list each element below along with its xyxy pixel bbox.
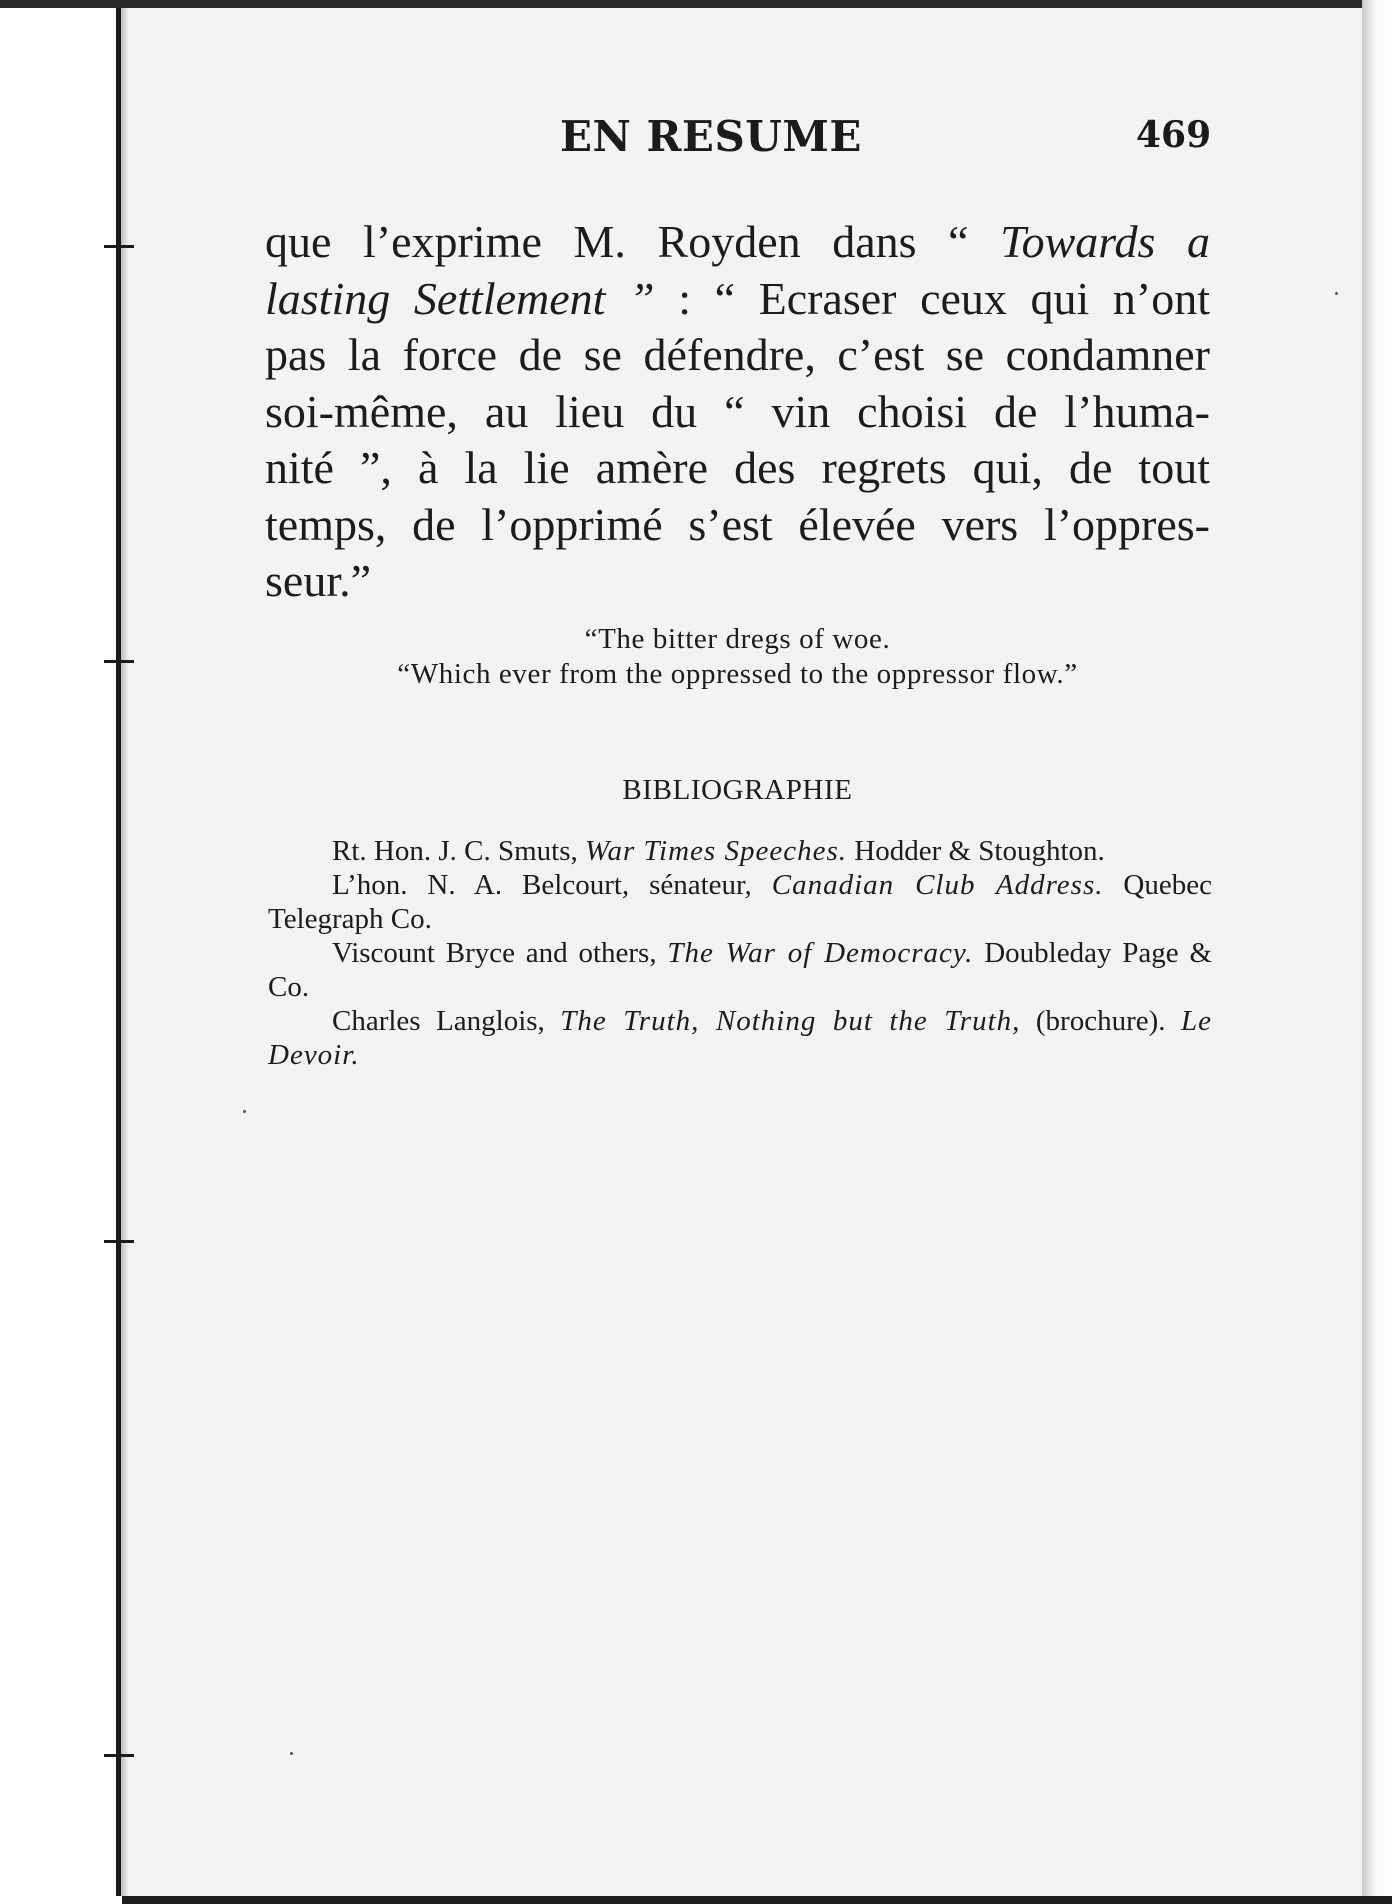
entry-author: L’hon. N. A. Belcourt, sénateur, bbox=[332, 869, 772, 901]
binding-stitch bbox=[104, 1754, 134, 1757]
entry-title: War Times Speeches. bbox=[585, 835, 847, 867]
entry-publisher: (brochure). bbox=[1020, 1005, 1181, 1037]
spine-shadow bbox=[121, 8, 129, 1896]
body-line bbox=[265, 214, 1210, 271]
italic-title: lasting Settlement ” bbox=[265, 272, 655, 324]
binding-stitch bbox=[104, 1240, 134, 1243]
bibliography-list bbox=[268, 834, 1212, 1072]
scan-speck bbox=[243, 1110, 246, 1113]
quote-line: “The bitter dregs of woe. bbox=[584, 623, 891, 655]
bibliography-entry bbox=[268, 868, 1212, 936]
body-line bbox=[265, 271, 1210, 328]
entry-publisher: Quebec Telegraph Co. bbox=[268, 869, 1212, 935]
entry-title: Le Devoir. bbox=[268, 1005, 1212, 1071]
binding-stitch bbox=[104, 245, 134, 248]
entry-title: The Truth, Nothing but the Truth, bbox=[560, 1005, 1021, 1037]
body-paragraph bbox=[265, 214, 1210, 610]
body-text-segment: : “ Ecraser ceux qui n’ont bbox=[654, 272, 1210, 324]
scan-speck bbox=[290, 1752, 293, 1755]
verse-quote bbox=[265, 622, 1210, 692]
page-number: 469 bbox=[1136, 114, 1212, 156]
scan-top-edge bbox=[0, 0, 1392, 8]
body-line: nité ”, à la lie amère des regrets qui, de tout bbox=[265, 442, 1210, 493]
quote-line: “Which ever from the oppressed to the oppressor flow.” bbox=[397, 658, 1078, 690]
bibliography-entry bbox=[268, 936, 1212, 1004]
body-line: soi-même, au lieu du “ vin choisi de l’huma- bbox=[265, 385, 1210, 437]
binding-stitch bbox=[104, 660, 134, 663]
scan-bottom-edge bbox=[122, 1896, 1392, 1904]
scan-right-edge bbox=[1362, 0, 1392, 1904]
bibliography-entry bbox=[268, 834, 1212, 868]
body-line: temps, de l’opprimé s’est élevée vers l’oppres- bbox=[265, 498, 1210, 550]
italic-title: Towards a bbox=[1000, 216, 1210, 267]
entry-author: Rt. Hon. J. C. Smuts, bbox=[332, 835, 585, 867]
entry-author: Viscount Bryce and others, bbox=[332, 937, 668, 969]
body-line: pas la force de se défendre, c’est se condamner bbox=[265, 329, 1210, 380]
body-line: seur.” bbox=[265, 555, 372, 606]
body-text-segment: que l’exprime M. Royden dans “ bbox=[265, 216, 1001, 267]
entry-title: The War of Democracy. bbox=[667, 937, 974, 969]
entry-publisher: Doubleday Page & Co. bbox=[268, 937, 1212, 1003]
bibliography-heading: BIBLIOGRAPHIE bbox=[622, 774, 853, 806]
entry-title: Canadian Club Address. bbox=[771, 869, 1104, 901]
running-header: EN RESUME bbox=[560, 112, 862, 161]
bibliography-entry bbox=[268, 1004, 1212, 1072]
entry-publisher: Hodder & Stoughton. bbox=[847, 835, 1105, 867]
entry-author: Charles Langlois, bbox=[332, 1005, 561, 1037]
scan-speck bbox=[1335, 292, 1338, 295]
